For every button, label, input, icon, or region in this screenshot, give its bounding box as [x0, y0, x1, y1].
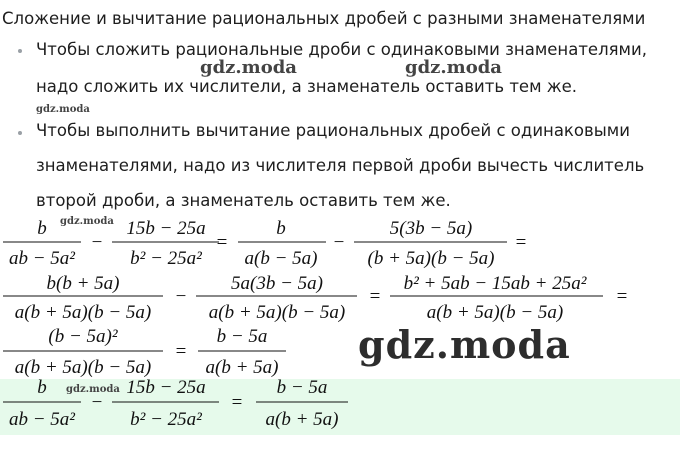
fraction-numerator: b [37, 377, 47, 398]
equation-line-2 [3, 273, 627, 323]
fraction-numerator: 15b − 25a [126, 377, 206, 398]
fraction-denominator: b² − 25a² [130, 409, 202, 430]
operator: = [515, 232, 527, 253]
operator: = [616, 286, 628, 307]
bullet-marker [18, 131, 22, 135]
page-title: Сложение и вычитание рациональных дробей с разными знаменателями [2, 9, 646, 28]
operator: = [369, 286, 381, 307]
watermark: gdz.moda [36, 104, 90, 115]
rule-2-line-3: второй дроби, а знаменатель оставить тем же. [36, 191, 451, 210]
operator: − [91, 392, 103, 413]
watermark: gdz.moda [358, 322, 571, 367]
rule-1-line-2: надо сложить их числители, а знаменатель оставить тем же. [36, 77, 578, 96]
rule-1-line-1: Чтобы сложить рациональные дроби с одинаковыми знаменателями, [36, 40, 647, 59]
fraction-denominator: a(b + 5a) [265, 409, 339, 430]
fraction-denominator: a(b + 5a)(b − 5a) [14, 357, 152, 378]
watermark: gdz.moda [405, 57, 502, 78]
operator: − [175, 286, 187, 307]
bullet-marker [18, 49, 22, 53]
watermark: gdz.moda [60, 216, 114, 227]
fraction-numerator: b² + 5ab − 15ab + 25a² [403, 273, 587, 294]
fraction-numerator: b − 5a [216, 326, 268, 347]
fraction-numerator: 5(3b − 5a) [389, 218, 473, 239]
equation-line-3 [3, 326, 286, 378]
watermark: gdz.moda [66, 384, 120, 395]
fraction-numerator: b [276, 218, 286, 239]
fraction-denominator: a(b + 5a)(b − 5a) [14, 302, 152, 323]
fraction-denominator: a(b + 5a)(b − 5a) [426, 302, 564, 323]
fraction-denominator: ab − 5a² [8, 409, 76, 430]
answer-line [3, 377, 348, 430]
fraction-denominator: b² − 25a² [130, 248, 202, 269]
fraction-denominator: a(b + 5a) [205, 357, 279, 378]
fraction-denominator: a(b − 5a) [244, 248, 318, 269]
fraction-numerator: 15b − 25a [126, 218, 206, 239]
operator: = [216, 232, 228, 253]
fraction-denominator: ab − 5a² [8, 248, 76, 269]
watermark: gdz.moda [200, 57, 297, 78]
fraction-denominator: a(b + 5a)(b − 5a) [208, 302, 346, 323]
fraction-numerator: 5a(3b − 5a) [231, 273, 323, 294]
fraction-numerator: b − 5a [276, 377, 328, 398]
fraction-numerator: b [37, 218, 47, 239]
rule-2-line-2: знаменателями, надо из числителя первой дроби вычесть числитель [36, 156, 645, 175]
operator: = [231, 392, 243, 413]
solution-math [0, 200, 680, 440]
fraction-numerator: (b − 5a)² [48, 326, 118, 347]
operator: = [175, 341, 187, 362]
operator: − [91, 232, 103, 253]
operator: − [333, 232, 345, 253]
fraction-numerator: b(b + 5a) [46, 273, 120, 294]
fraction-denominator: (b + 5a)(b − 5a) [367, 248, 495, 269]
rule-2-line-1: Чтобы выполнить вычитание рациональных дробей с одинаковыми [36, 121, 630, 140]
